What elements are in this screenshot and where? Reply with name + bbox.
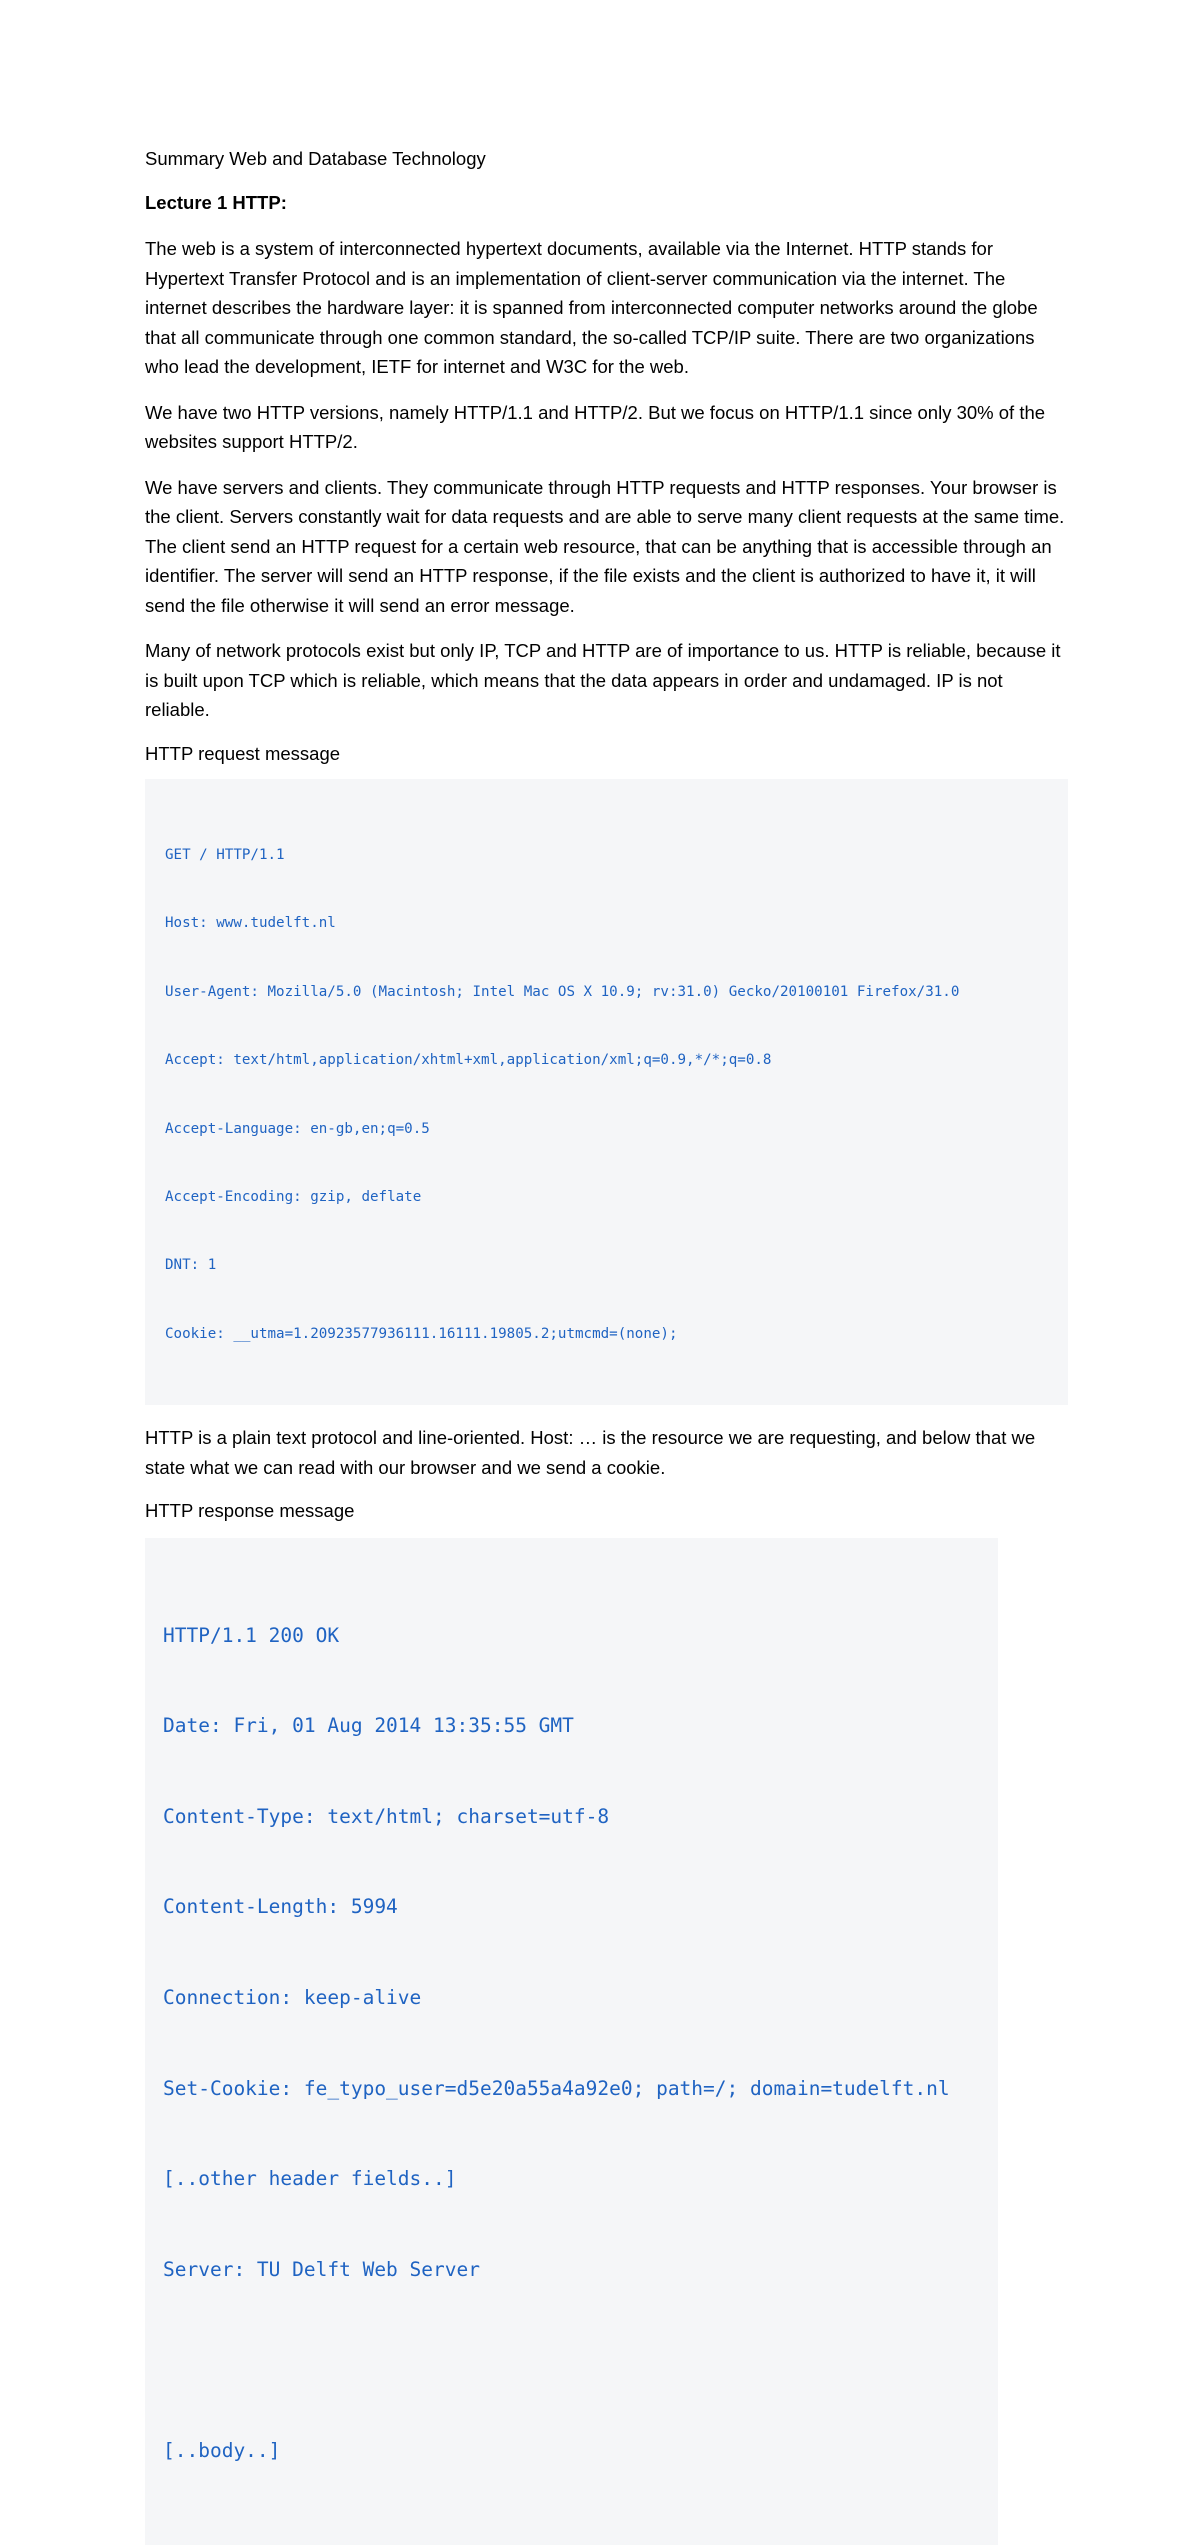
document-title: Summary Web and Database Technology [145, 148, 486, 169]
paragraph-http-versions: We have two HTTP versions, namely HTTP/1.1 and HTTP/2. But we focus on HTTP/1.1 since only 30% of the websites support HTTP/2. [145, 401, 1046, 452]
code-line: Accept-Language: en-gb,en;q=0.5 [165, 1120, 430, 1137]
code-line: Connection: keep-alive [163, 1986, 422, 2010]
code-line: Content-Type: text/html; charset=utf-8 [163, 1804, 610, 1828]
paragraph-network-protocols: Many of network protocols exist but only IP, TCP and HTTP are of importance to us. HTTP is reliable, because it is built upon TCP which is reliable, which means that the data appears in order and undamaged. IP is not reliable. [145, 640, 1061, 720]
code-line: Server: TU Delft Web Server [163, 2257, 480, 2281]
code-line: [..body..] [163, 2439, 281, 2463]
code-line: Accept-Encoding: gzip, deflate [165, 1189, 422, 1206]
paragraph-plain-text-protocol: HTTP is a plain text protocol and line-oriented. Host: … is the resource we are requesting, and below that we state what we can read with our browser and we send a cookie. [145, 1427, 1036, 1478]
request-code-block [145, 779, 1068, 1406]
code-line: HTTP/1.1 200 OK [163, 1623, 340, 1647]
code-line: Content-Length: 5994 [163, 1895, 398, 1919]
code-line: User-Agent: Mozilla/5.0 (Macintosh; Intel Mac OS X 10.9; rv:31.0) Gecko/20100101 Firefox/31.0 [165, 983, 960, 1000]
code-line: Accept: text/html,application/xhtml+xml,application/xml;q=0.9,*/*;q=0.8 [165, 1052, 772, 1069]
code-line: Date: Fri, 01 Aug 2014 13:35:55 GMT [163, 1714, 574, 1738]
response-message-label: HTTP response message [145, 1500, 355, 1522]
code-line: GET / HTTP/1.1 [165, 847, 285, 864]
code-line: [..other header fields..] [163, 2167, 457, 2191]
request-message-label: HTTP request message [145, 742, 341, 764]
code-line: Host: www.tudelft.nl [165, 915, 336, 932]
lecture-heading: Lecture 1 HTTP: [145, 192, 287, 213]
response-code-block [145, 1538, 998, 2544]
code-blank-line [163, 2346, 998, 2376]
code-line: Cookie: __utma=1.20923577936111.16111.19805.2;utmcmd=(none); [165, 1325, 678, 1342]
code-line: DNT: 1 [165, 1257, 217, 1274]
paragraph-web-intro: The web is a system of interconnected hypertext documents, available via the Internet. HTTP stands for Hypertext Transfer Protocol and is an implementation of client-server communication via the internet. The internet describes the hardware layer: it is spanned from interconnected computer networks around the globe that all communicate through one common standard, the so-called TCP/IP suite. There are two organizations who lead the development, IETF for internet and W3C for the web. [145, 238, 1038, 377]
paragraph-servers-clients: We have servers and clients. They communicate through HTTP requests and HTTP responses. Your browser is the client. Servers constantly wait for data requests and are able to serve many client requests at the same time. The client send an HTTP request for a certain web resource, that can be anything that is accessible through an identifier. The server will send an HTTP response, if the file exists and the client is authorized to have it, it will send the file otherwise it will send an error message. [145, 476, 1065, 616]
document-page [145, 146, 1070, 2545]
code-line: Set-Cookie: fe_typo_user=d5e20a55a4a92e0; path=/; domain=tudelft.nl [163, 2076, 950, 2100]
